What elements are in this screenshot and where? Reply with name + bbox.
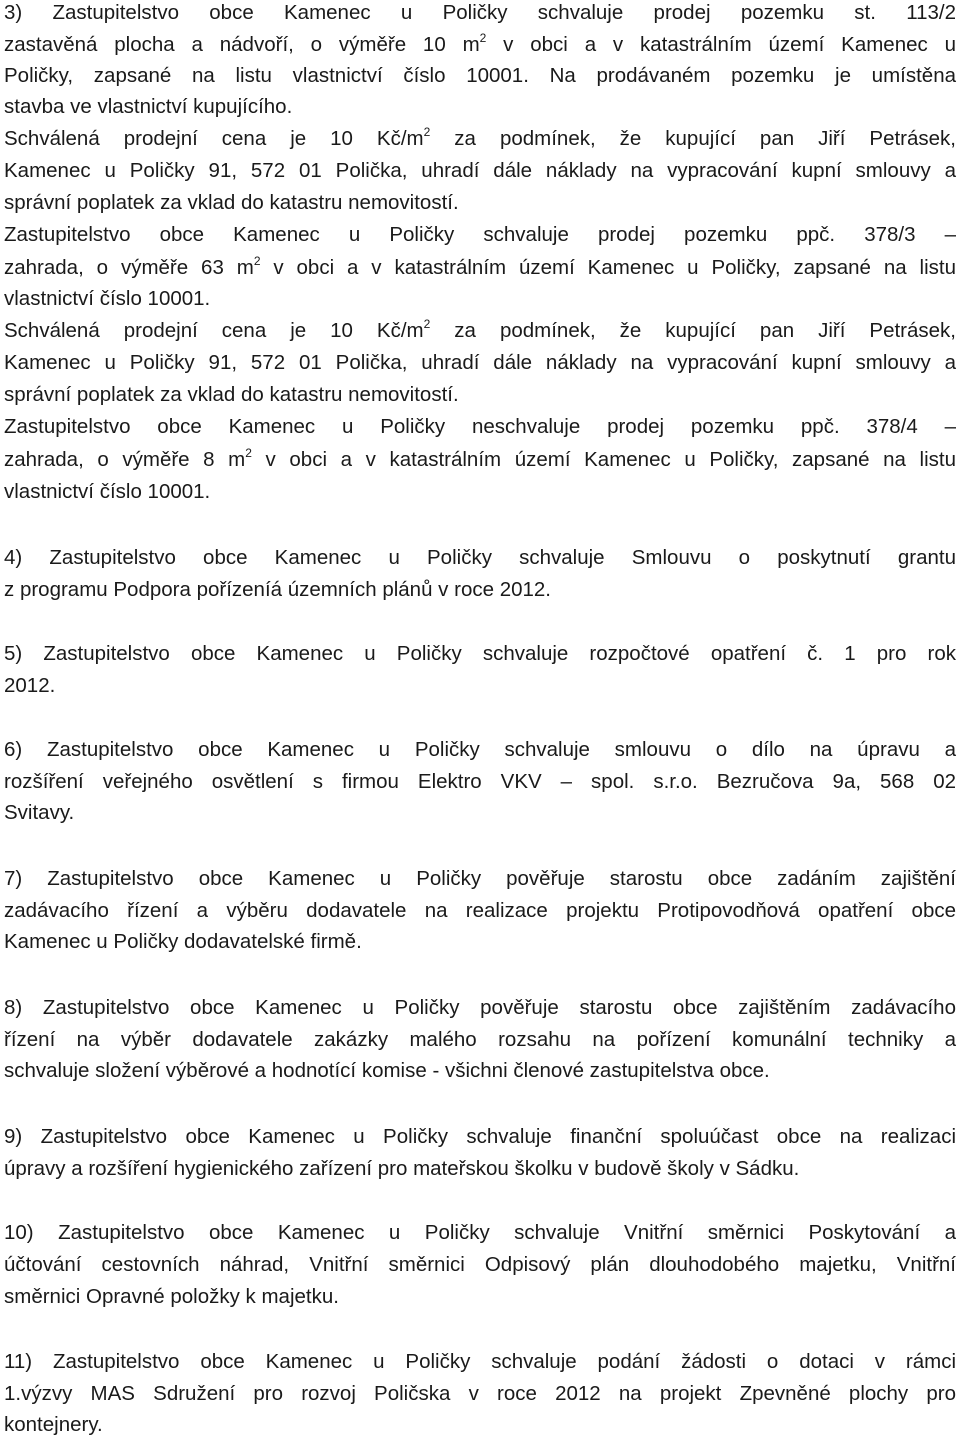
- text-line: rozšíření veřejného osvětlení s firmou Elektro VKV – spol. s.r.o. Bezručova 9a, 568 02: [4, 770, 956, 793]
- text-line: Kamenec u Poličky 91, 572 01 Polička, uhradí dále náklady na vypracování kupní smlouvy a: [4, 159, 956, 182]
- text-line: Poličky, zapsané na listu vlastnictví číslo 10001. Na prodávaném pozemku je umístěna: [4, 64, 956, 87]
- text-line: řízení na výběr dodavatele zakázky malého rozsahu na pořízení komunální techniky a: [4, 1028, 956, 1051]
- text-line: Zastupitelstvo obce Kamenec u Poličky neschvaluje prodej pozemku ppč. 378/4 –: [4, 415, 956, 438]
- text-line: 11) Zastupitelstvo obce Kamenec u Poličky schvaluje podání žádosti o dotaci v rámci: [4, 1350, 956, 1373]
- text-line: 10) Zastupitelstvo obce Kamenec u Poličky schvaluje Vnitřní směrnici Poskytování a: [4, 1221, 956, 1244]
- text-line: účtování cestovních náhrad, Vnitřní směrnici Odpisový plán dlouhodobého majetku, Vnitřní: [4, 1253, 956, 1276]
- text-line: 7) Zastupitelstvo obce Kamenec u Poličky pověřuje starostu obce zadáním zajištění: [4, 867, 956, 890]
- text-line: Svitavy.: [4, 801, 75, 824]
- text-line: z programu Podpora pořízeníá územních plánů v roce 2012.: [4, 578, 551, 601]
- text-line: 5) Zastupitelstvo obce Kamenec u Poličky schvaluje rozpočtové opatření č. 1 pro rok: [4, 642, 956, 665]
- text-line: Kamenec u Poličky dodavatelské firmě.: [4, 930, 362, 953]
- text-line: vlastnictví číslo 10001.: [4, 480, 211, 503]
- text-line: Schválená prodejní cena je 10 $Kč/m^2$ za podmínek, že kupující pan Jiří Petrásek,: [4, 125, 957, 150]
- text-line: Zastupitelstvo obce Kamenec u Poličky schvaluje prodej pozemku ppč. 378/3 –: [4, 223, 956, 246]
- text-line: stavba ve vlastnictví kupujícího.: [4, 95, 293, 118]
- text-line: Kamenec u Poličky 91, 572 01 Polička, uhradí dále náklady na vypracování kupní smlouvy a: [4, 351, 956, 374]
- text-line: směrnici Opravné položky k majetku.: [4, 1285, 339, 1308]
- text-line: 2012.: [4, 674, 56, 697]
- text-line: zadávacího řízení a výběru dodavatele na realizace projektu Protipovodňová opatření obce: [4, 899, 956, 922]
- text-line: 9) Zastupitelstvo obce Kamenec u Poličky schvaluje finanční spoluúčast obce na realizaci: [4, 1125, 956, 1148]
- text-line: 8) Zastupitelstvo obce Kamenec u Poličky pověřuje starostu obce zajištěním zadávacího: [4, 996, 956, 1019]
- text-line: kontejnery.: [4, 1413, 103, 1436]
- text-line: 1.výzvy MAS Sdružení pro rozvoj Poličska v roce 2012 na projekt Zpevněné plochy pro: [4, 1382, 956, 1405]
- text-line: správní poplatek za vklad do katastru nemovitostí.: [4, 383, 459, 406]
- text-line: Schválená prodejní cena je 10 $Kč/m^2$ za podmínek, že kupující pan Jiří Petrásek,: [4, 317, 957, 342]
- text-line: vlastnictví číslo 10001.: [4, 287, 211, 310]
- text-line: zahrada, o výměře 63 $m^2$ v obci a v katastrálním území Kamenec u Poličky, zapsané na listu: [4, 254, 956, 279]
- text-line: správní poplatek za vklad do katastru nemovitostí.: [4, 191, 459, 214]
- text-line: zastavěná plocha a nádvoří, o výměře 10 $m^2$ v obci a v katastrálním území Kamenec u: [4, 31, 956, 56]
- text-line: 4) Zastupitelstvo obce Kamenec u Poličky schvaluje Smlouvu o poskytnutí grantu: [4, 546, 956, 569]
- text-line: schvaluje složení výběrové a hodnotící komise - všichni členové zastupitelstva obce.: [4, 1059, 770, 1082]
- text-line: zahrada, o výměře 8 $m^2$ v obci a v katastrálním území Kamenec u Poličky, zapsané na listu: [4, 446, 956, 471]
- text-line: 6) Zastupitelstvo obce Kamenec u Poličky schvaluje smlouvu o dílo na úpravu a: [4, 738, 956, 761]
- text-line: 3) Zastupitelstvo obce Kamenec u Poličky schvaluje prodej pozemku st. 113/2: [4, 1, 956, 24]
- text-line: úpravy a rozšíření hygienického zařízení pro mateřskou školku v budově školy v Sádku.: [4, 1157, 800, 1180]
